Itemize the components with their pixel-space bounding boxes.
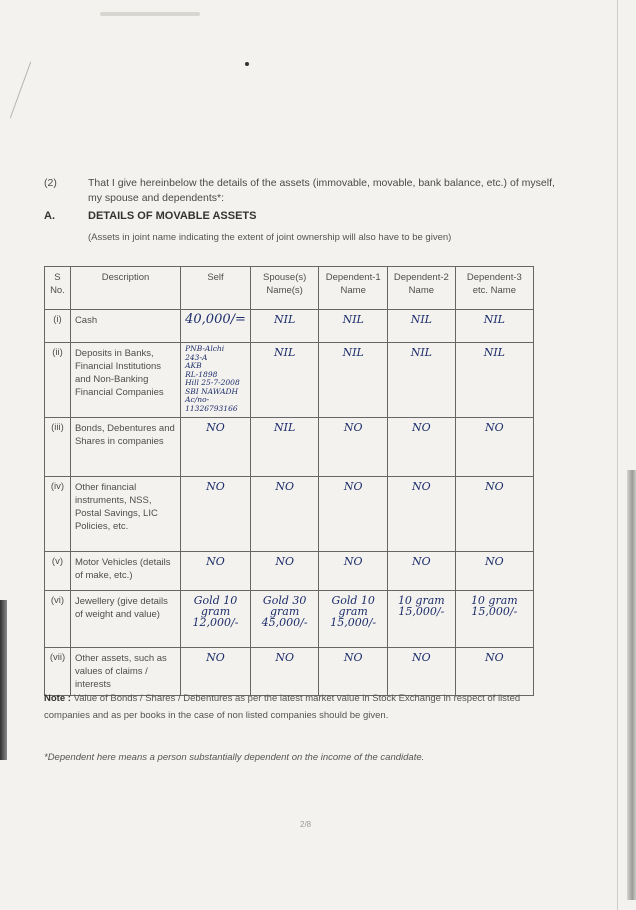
- dependent-1-value: NIL: [319, 310, 388, 343]
- header-dependent-1: Dependent-1 Name: [319, 267, 388, 310]
- row-description: Cash: [70, 310, 180, 343]
- dependent-3-value: NO: [455, 552, 533, 591]
- spouse-value: NO: [250, 552, 319, 591]
- self-value: PNB-Alchi 243-A AKB RL-1898 Hill 25-7-2008 SBI NAWADH Ac/no- 11326793166: [181, 343, 251, 418]
- spouse-value: NO: [250, 477, 319, 552]
- header-dependent-3: Dependent-3 etc. Name: [455, 267, 533, 310]
- valuation-note: [44, 690, 544, 724]
- dependent-1-value: NO: [319, 418, 388, 477]
- dependent-3-value: NIL: [455, 343, 533, 418]
- page-number: 2/8: [300, 820, 312, 829]
- dependent-1-value: NIL: [319, 343, 388, 418]
- self-value: 40,000/=: [181, 310, 251, 343]
- dependent-2-value: 10 gram 15,000/-: [388, 591, 456, 648]
- dependent-3-value: NIL: [455, 310, 533, 343]
- row-description: Motor Vehicles (details of make, etc.): [70, 552, 180, 591]
- clause-number: (2): [44, 177, 57, 189]
- note-label: Note :: [44, 693, 71, 704]
- scan-dot: [245, 62, 249, 66]
- self-value: NO: [181, 552, 251, 591]
- dependent-2-value: NO: [388, 552, 456, 591]
- self-value: NO: [181, 648, 251, 696]
- table-row: [45, 477, 534, 552]
- table-row: [45, 343, 534, 418]
- table-row: [45, 310, 534, 343]
- note-text: Value of Bonds / Shares / Debentures as per the latest market value in Stock Exchange in respect of listed companies and as per books in the case of non listed companies should be given.: [44, 693, 521, 721]
- header-dependent-2: Dependent-2 Name: [388, 267, 456, 310]
- header-spouse: Spouse(s) Name(s): [250, 267, 319, 310]
- dependent-1-value: Gold 10 gram 15,000/-: [319, 591, 388, 648]
- header-description: Description: [70, 267, 180, 310]
- scan-mark: [10, 62, 31, 119]
- dependent-3-value: NO: [455, 418, 533, 477]
- dependent-3-value: NO: [455, 477, 533, 552]
- scan-shadow-left: [0, 600, 7, 760]
- scan-smudge: [100, 12, 200, 16]
- row-description: Deposits in Banks, Financial Institutions and Non-Banking Financial Companies: [70, 343, 180, 418]
- section-subtitle: (Assets in joint name indicating the extent of joint ownership will also have to be given): [88, 232, 452, 243]
- table-header-row: [45, 267, 534, 310]
- spouse-value: NO: [250, 648, 319, 696]
- self-value: NO: [181, 477, 251, 552]
- header-no: S No.: [45, 267, 71, 310]
- table-row: [45, 591, 534, 648]
- self-value: NO: [181, 418, 251, 477]
- self-value: Gold 10 gram 12,000/-: [181, 591, 251, 648]
- dependent-footnote: *Dependent here means a person substantially dependent on the income of the candidate.: [44, 752, 425, 763]
- row-number: (ii): [45, 343, 71, 418]
- spouse-value: NIL: [250, 310, 319, 343]
- dependent-3-value: 10 gram 15,000/-: [455, 591, 533, 648]
- row-number: (vii): [45, 648, 71, 696]
- dependent-2-value: NO: [388, 418, 456, 477]
- row-number: (i): [45, 310, 71, 343]
- row-number: (vi): [45, 591, 71, 648]
- row-description: Bonds, Debentures and Shares in companies: [70, 418, 180, 477]
- table-row: [45, 552, 534, 591]
- scan-shadow-right: [627, 470, 636, 900]
- dependent-3-value: NO: [455, 648, 533, 696]
- row-number: (v): [45, 552, 71, 591]
- section-title: DETAILS OF MOVABLE ASSETS: [88, 210, 257, 222]
- spouse-value: NIL: [250, 343, 319, 418]
- dependent-1-value: NO: [319, 552, 388, 591]
- spouse-value: NIL: [250, 418, 319, 477]
- dependent-1-value: NO: [319, 477, 388, 552]
- row-description: Other assets, such as values of claims / interests: [70, 648, 180, 696]
- table-row: [45, 418, 534, 477]
- table-row: [45, 648, 534, 696]
- row-number: (iv): [45, 477, 71, 552]
- section-letter: A.: [44, 210, 55, 222]
- dependent-2-value: NO: [388, 477, 456, 552]
- clause-text: That I give hereinbelow the details of the assets (immovable, movable, bank balance, etc.) of myself, my spouse and dependents*:: [88, 177, 555, 204]
- dependent-2-value: NO: [388, 648, 456, 696]
- dependent-2-value: NIL: [388, 343, 456, 418]
- spouse-value: Gold 30 gram 45,000/-: [250, 591, 319, 648]
- row-description: Other financial instruments, NSS, Postal Savings, LIC Policies, etc.: [70, 477, 180, 552]
- scan-edge: [617, 0, 618, 910]
- row-number: (iii): [45, 418, 71, 477]
- row-description: Jewellery (give details of weight and value): [70, 591, 180, 648]
- dependent-1-value: NO: [319, 648, 388, 696]
- dependent-2-value: NIL: [388, 310, 456, 343]
- header-self: Self: [181, 267, 251, 310]
- movable-assets-table: [44, 266, 534, 696]
